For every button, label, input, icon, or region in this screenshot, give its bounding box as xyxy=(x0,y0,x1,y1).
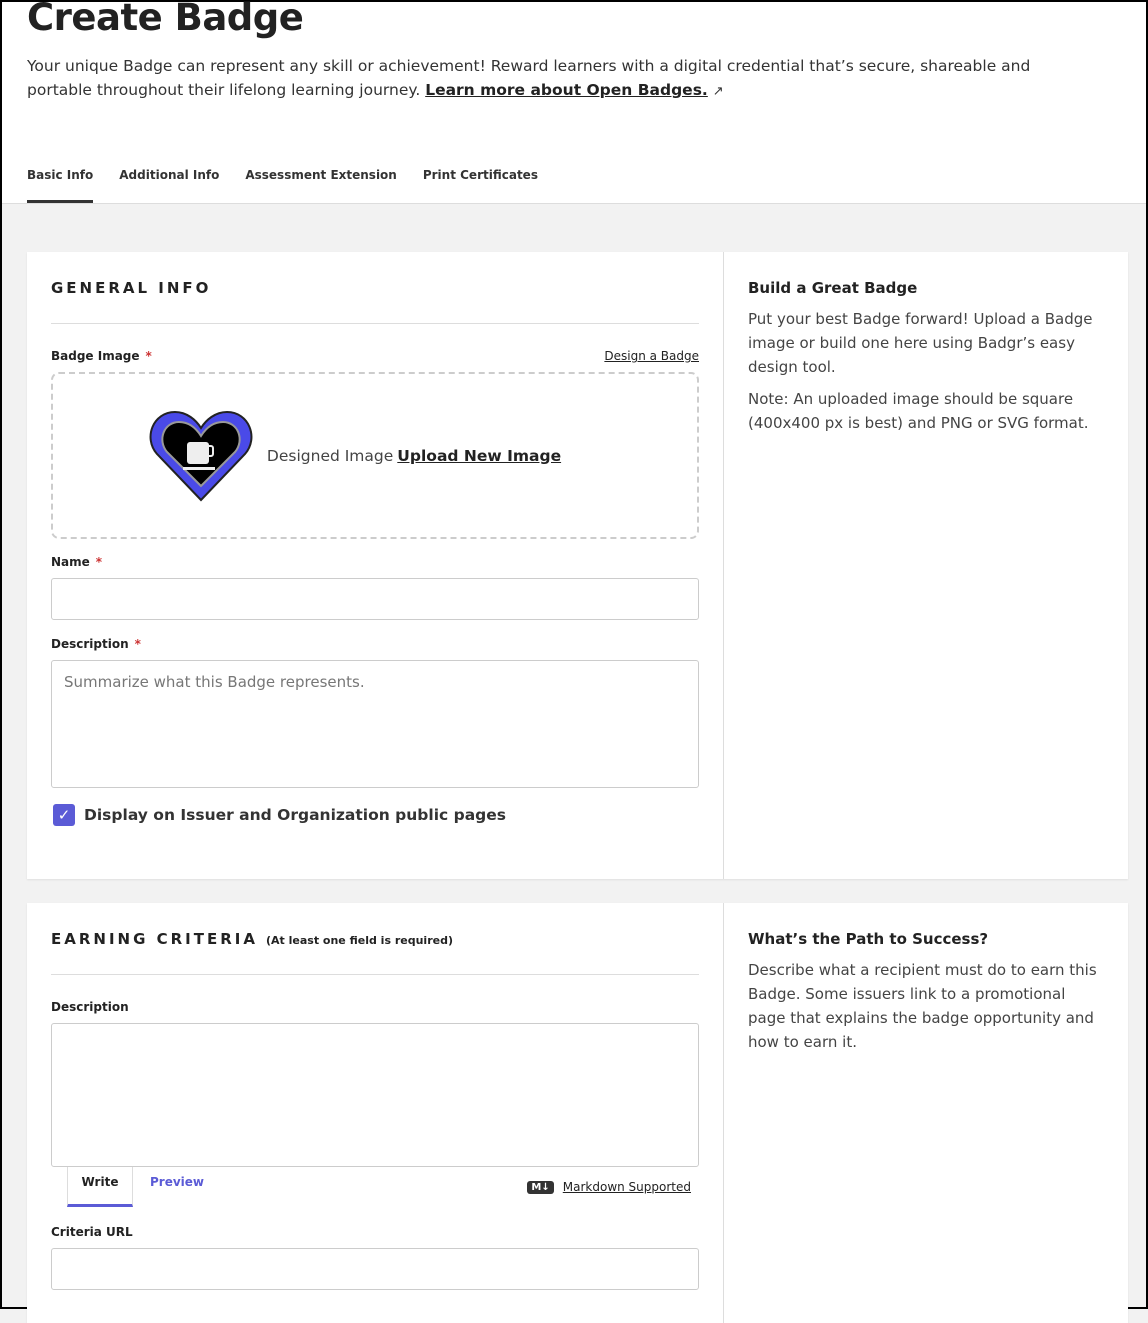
earning-criteria-card xyxy=(27,903,1128,1323)
markdown-supported-link[interactable]: Markdown Supported xyxy=(562,1180,691,1194)
designed-image-text: Designed Image xyxy=(266,446,394,465)
design-badge-link[interactable]: Design a Badge xyxy=(604,349,699,363)
external-link-icon: ↗ xyxy=(712,84,724,99)
section-title: GENERAL INFO xyxy=(51,252,699,324)
tab-additional-info[interactable]: Additional Info xyxy=(119,168,220,182)
criteria-url-input[interactable] xyxy=(51,1248,699,1290)
tab-bar xyxy=(27,166,538,203)
general-info-card xyxy=(27,252,1128,879)
name-input[interactable] xyxy=(51,578,699,620)
intro-text: Your unique Badge can represent any skill or achievement! Reward learners with a digital credential that’s secure, shareable and portable throughout their lifelong learning journey. Learn more about Open Badges. ↗ xyxy=(27,57,1031,99)
badge-image-dropzone[interactable] xyxy=(51,372,699,539)
badge-heart-image xyxy=(149,408,253,504)
criteria-help-panel xyxy=(724,903,1128,1323)
tab-basic-info[interactable]: Basic Info xyxy=(27,166,93,203)
tab-assessment-extension[interactable]: Assessment Extension xyxy=(245,168,397,182)
markdown-icon: M↓ xyxy=(527,1181,553,1194)
criteria-description-textarea[interactable] xyxy=(51,1023,699,1167)
display-public-label: Display on Issuer and Organization public pages xyxy=(84,806,506,824)
help-title: What’s the Path to Success? xyxy=(748,930,989,948)
section-title: EARNING CRITERIA (At least one field is required) xyxy=(51,903,699,975)
display-public-checkbox-row[interactable] xyxy=(51,804,699,826)
help-note: Note: An uploaded image should be square (400x400 px is best) and PNG or SVG format. xyxy=(748,390,1089,432)
help-text: Put your best Badge forward! Upload a Badge image or build one here using Badgr’s easy design tool. xyxy=(748,310,1093,376)
page-title: Create Badge xyxy=(27,0,304,39)
preview-tab[interactable]: Preview xyxy=(150,1175,205,1189)
write-tab[interactable]: Write xyxy=(67,1167,133,1207)
learn-more-link[interactable]: Learn more about Open Badges. xyxy=(425,81,708,99)
criteria-description-label: Description xyxy=(51,1000,129,1014)
general-help-panel xyxy=(724,252,1128,879)
tab-print-certificates[interactable]: Print Certificates xyxy=(422,168,538,182)
page-header xyxy=(2,2,1146,204)
help-title: Build a Great Badge xyxy=(748,279,918,297)
criteria-url-label: Criteria URL xyxy=(51,1225,133,1239)
help-text: Describe what a recipient must do to earn this Badge. Some issuers link to a promotional page that explains the badge opportunity and how to earn it. xyxy=(748,961,1097,1051)
description-label: Description * xyxy=(51,637,141,651)
badge-image-label: Badge Image * xyxy=(51,349,152,363)
checkbox-checked-icon[interactable]: ✓ xyxy=(53,804,75,826)
description-textarea[interactable]: Summarize what this Badge represents. xyxy=(51,660,699,788)
name-label: Name * xyxy=(51,555,103,569)
upload-image-link[interactable]: Upload New Image xyxy=(397,446,562,465)
